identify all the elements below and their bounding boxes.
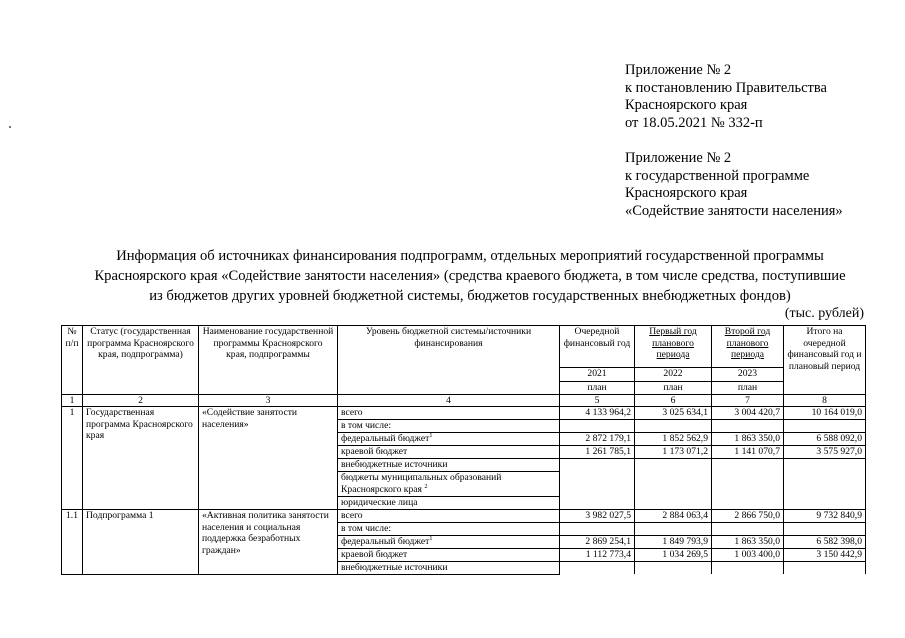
title-line: из бюджетов других уровней бюджетной системы, бюджетов государственных внебюджетных фондов) xyxy=(149,288,791,304)
value-2021 xyxy=(560,523,635,536)
title-line: Информация об источниках финансирования подпрограмм, отдельных мероприятий государственной программы xyxy=(116,248,824,264)
value-2022 xyxy=(635,562,712,575)
row-num: 1.1 xyxy=(62,510,83,575)
column-numbers-row xyxy=(62,394,866,407)
value-2021: 2 872 179,1 xyxy=(560,433,635,446)
header-row xyxy=(62,326,866,368)
value-2021: 1 112 773,4 xyxy=(560,549,635,562)
appendix-line: к государственной программе xyxy=(625,167,810,184)
value-total: 6 588 092,0 xyxy=(784,433,866,446)
row-level: всего xyxy=(338,510,560,523)
row-level: бюджеты муниципальных образований Красноярского края $^2$ xyxy=(338,472,560,497)
row-level: всего xyxy=(338,407,560,420)
value-2022: 3 025 634,1 xyxy=(635,407,712,420)
value-total xyxy=(784,523,866,536)
col-number: 5 xyxy=(560,394,635,407)
value-2022: 1 173 071,2 xyxy=(635,446,712,459)
value-2022 xyxy=(635,523,712,536)
plan-2021: план xyxy=(560,382,635,395)
value-2023: 1 863 350,0 xyxy=(712,433,784,446)
row-level: федеральный бюджет$^1$ xyxy=(338,536,560,549)
col-number: 7 xyxy=(712,394,784,407)
value-2023: 1 003 400,0 xyxy=(712,549,784,562)
footnote-mark: 1 xyxy=(429,432,433,439)
title-line: Красноярского края «Содействие занятости населения» (средства краевого бюджета, в том числе средства, поступившие xyxy=(94,268,846,284)
row-status: Государственная программа Красноярского края xyxy=(83,407,199,510)
value-2023 xyxy=(712,497,784,510)
appendix-line: Красноярского края xyxy=(625,97,748,114)
row-status: Подпрограмма 1 xyxy=(83,510,199,575)
row-level: федеральный бюджет$^1$ xyxy=(338,433,560,446)
value-total: 3 150 442,9 xyxy=(784,549,866,562)
value-2021: 3 982 027,5 xyxy=(560,510,635,523)
header-status: Статус (государственная программа Красноярского края, подпрограмма) xyxy=(83,326,199,395)
footnote-mark: 1 xyxy=(429,535,433,542)
footnote-mark: 2 xyxy=(424,482,428,490)
plan-2022: план xyxy=(635,382,712,395)
financing-table xyxy=(61,325,866,575)
value-2022 xyxy=(635,472,712,497)
value-2023 xyxy=(712,420,784,433)
col-number: 4 xyxy=(338,394,560,407)
value-2021: 2 869 254,1 xyxy=(560,536,635,549)
row-level: внебюджетные источники xyxy=(338,459,560,472)
row-name: «Активная политика занятости населения и социальная поддержка безработных граждан» xyxy=(199,510,338,575)
appendix-line: Приложение № 2 xyxy=(625,62,732,78)
appendix-line: «Содействие занятости населения» xyxy=(625,202,843,219)
value-total: 6 582 398,0 xyxy=(784,536,866,549)
header-name: Наименование государственной программы Красноярского края, подпрограммы xyxy=(199,326,338,395)
row-level: в том числе: xyxy=(338,523,560,536)
value-total: 10 164 019,0 xyxy=(784,407,866,420)
appendix-decree-block xyxy=(625,62,827,132)
year-2022: 2022 xyxy=(635,368,712,382)
value-total xyxy=(784,420,866,433)
col-number: 3 xyxy=(199,394,338,407)
value-2021: 4 133 964,2 xyxy=(560,407,635,420)
col-number: 1 xyxy=(62,394,83,407)
col-number: 6 xyxy=(635,394,712,407)
row-level: внебюджетные источники xyxy=(338,562,560,575)
year-2021: 2021 xyxy=(560,368,635,382)
row-name: «Содействие занятости населения» xyxy=(199,407,338,510)
value-2021 xyxy=(560,420,635,433)
scan-speck xyxy=(9,126,11,128)
header-2021: Очередной финансовый год xyxy=(560,326,635,368)
value-2022 xyxy=(635,420,712,433)
plan-2023: план xyxy=(712,382,784,395)
year-2023: 2023 xyxy=(712,368,784,382)
value-2023 xyxy=(712,523,784,536)
value-2023: 3 004 420,7 xyxy=(712,407,784,420)
row-level: краевой бюджет xyxy=(338,446,560,459)
header-2022: Первый год планового периода xyxy=(635,326,712,368)
units-label: (тыс. рублей) xyxy=(784,306,864,321)
value-2023: 2 866 750,0 xyxy=(712,510,784,523)
value-total xyxy=(784,562,866,575)
appendix-line: к постановлению Правительства xyxy=(625,79,827,96)
value-2023 xyxy=(712,562,784,575)
value-2022: 1 852 562,9 xyxy=(635,433,712,446)
appendix-program-block xyxy=(625,150,843,220)
value-2023 xyxy=(712,459,784,472)
value-2022 xyxy=(635,497,712,510)
row-num: 1 xyxy=(62,407,83,510)
value-2021 xyxy=(560,562,635,575)
appendix-line: от 18.05.2021 № 332-п xyxy=(625,114,763,131)
header-2023: Второй год планового периода xyxy=(712,326,784,368)
value-total: 9 732 840,9 xyxy=(784,510,866,523)
document-title xyxy=(40,246,900,306)
appendix-line: Приложение № 2 xyxy=(625,150,732,166)
row-level: в том числе: xyxy=(338,420,560,433)
value-2023: 1 863 350,0 xyxy=(712,536,784,549)
row-level: юридические лица xyxy=(338,497,560,510)
header-total: Итого на очередной финансовый год и плановый период xyxy=(784,326,866,395)
header-level: Уровень бюджетной системы/источники финансирования xyxy=(338,326,560,395)
value-2023: 1 141 070,7 xyxy=(712,446,784,459)
appendix-line: Красноярского края xyxy=(625,185,748,202)
value-2022: 1 849 793,9 xyxy=(635,536,712,549)
value-total xyxy=(784,459,866,472)
value-total xyxy=(784,497,866,510)
table-row xyxy=(62,510,866,523)
value-2021: 1 261 785,1 xyxy=(560,446,635,459)
value-total xyxy=(784,472,866,497)
value-2022: 1 034 269,5 xyxy=(635,549,712,562)
header-num: № п/п xyxy=(62,326,83,395)
col-number: 2 xyxy=(83,394,199,407)
table-row xyxy=(62,407,866,420)
value-2021 xyxy=(560,459,635,472)
value-2022 xyxy=(635,459,712,472)
value-2021 xyxy=(560,472,635,497)
value-2021 xyxy=(560,497,635,510)
row-level: краевой бюджет xyxy=(338,549,560,562)
col-number: 8 xyxy=(784,394,866,407)
value-total: 3 575 927,0 xyxy=(784,446,866,459)
value-2022: 2 884 063,4 xyxy=(635,510,712,523)
value-2023 xyxy=(712,472,784,497)
